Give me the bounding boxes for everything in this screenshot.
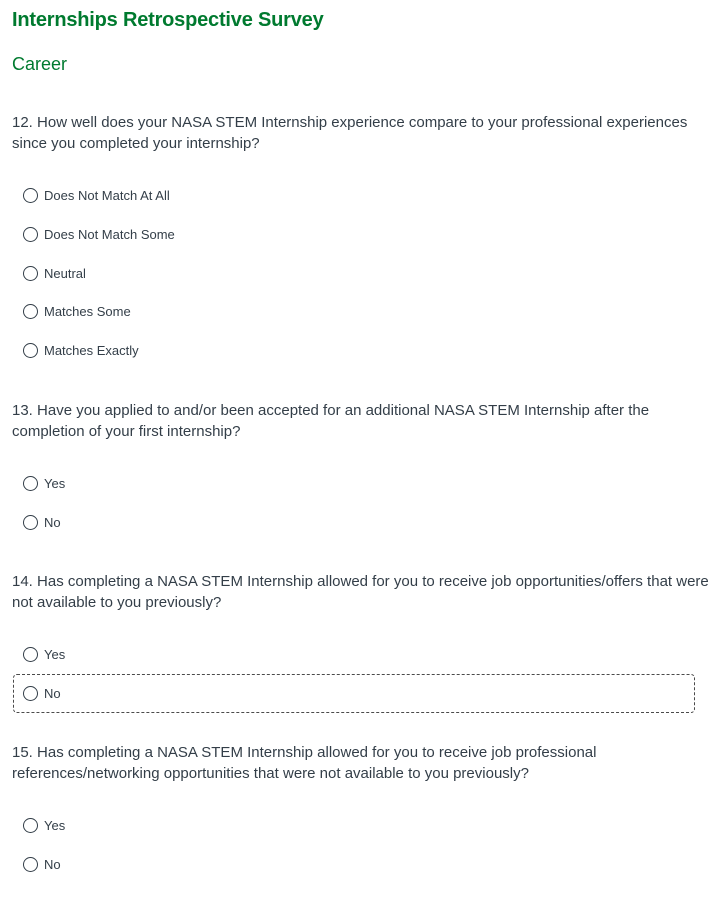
radio-button[interactable] bbox=[23, 686, 38, 701]
option-label: Does Not Match At All bbox=[44, 188, 170, 203]
answer-options bbox=[0, 636, 720, 712]
option-yes[interactable] bbox=[14, 807, 694, 844]
option-matches-exactly[interactable] bbox=[14, 332, 694, 369]
option-no[interactable] bbox=[14, 504, 694, 541]
radio-button[interactable] bbox=[23, 343, 38, 358]
question-text: 12. How well does your NASA STEM Internship experience compare to your professional experiences since you completed your internship? bbox=[12, 114, 688, 152]
radio-button[interactable] bbox=[23, 266, 38, 281]
answer-options bbox=[0, 177, 720, 369]
radio-button[interactable] bbox=[23, 515, 38, 530]
option-label: Yes bbox=[44, 647, 66, 662]
option-yes[interactable] bbox=[14, 465, 694, 502]
option-label: No bbox=[44, 685, 61, 701]
answer-options bbox=[0, 807, 720, 883]
option-no-focused[interactable] bbox=[14, 675, 694, 712]
question-14 bbox=[0, 572, 720, 714]
option-label: Matches Some bbox=[44, 304, 131, 320]
option-no[interactable] bbox=[14, 846, 694, 883]
radio-button[interactable] bbox=[23, 304, 38, 319]
option-yes[interactable] bbox=[14, 636, 694, 673]
option-does-not-match-at-all[interactable] bbox=[14, 177, 694, 214]
option-does-not-match-some[interactable] bbox=[14, 216, 694, 253]
page-title: Career bbox=[12, 54, 68, 74]
radio-button[interactable] bbox=[23, 227, 38, 242]
radio-button[interactable] bbox=[23, 188, 38, 203]
option-label: No bbox=[44, 514, 61, 530]
survey-title: Internships Retrospective Survey bbox=[12, 9, 324, 31]
answer-options bbox=[0, 465, 720, 541]
option-label: Matches Exactly bbox=[44, 343, 139, 359]
radio-button[interactable] bbox=[23, 476, 38, 491]
option-neutral[interactable] bbox=[14, 255, 694, 292]
radio-button[interactable] bbox=[23, 647, 38, 662]
question-text: 13. Have you applied to and/or been accepted for an additional NASA STEM Internship after the completion of your first internship? bbox=[12, 402, 650, 440]
question-15 bbox=[0, 743, 720, 885]
radio-button[interactable] bbox=[23, 818, 38, 833]
option-label: Neutral bbox=[44, 265, 86, 281]
option-label: Does Not Match Some bbox=[44, 226, 175, 242]
option-label: No bbox=[44, 856, 61, 872]
question-13 bbox=[0, 401, 720, 543]
question-text: 14. Has completing a NASA STEM Internship allowed for you to receive job opportunities/offers that were not available to you previously? bbox=[12, 573, 709, 611]
question-12 bbox=[0, 113, 720, 371]
option-label: Yes bbox=[44, 476, 66, 491]
option-matches-some[interactable] bbox=[14, 293, 694, 330]
option-label: Yes bbox=[44, 818, 66, 833]
radio-button[interactable] bbox=[23, 857, 38, 872]
question-text: 15. Has completing a NASA STEM Internship allowed for you to receive job professional references/networking opportunities that were not available to you previously? bbox=[12, 744, 597, 782]
